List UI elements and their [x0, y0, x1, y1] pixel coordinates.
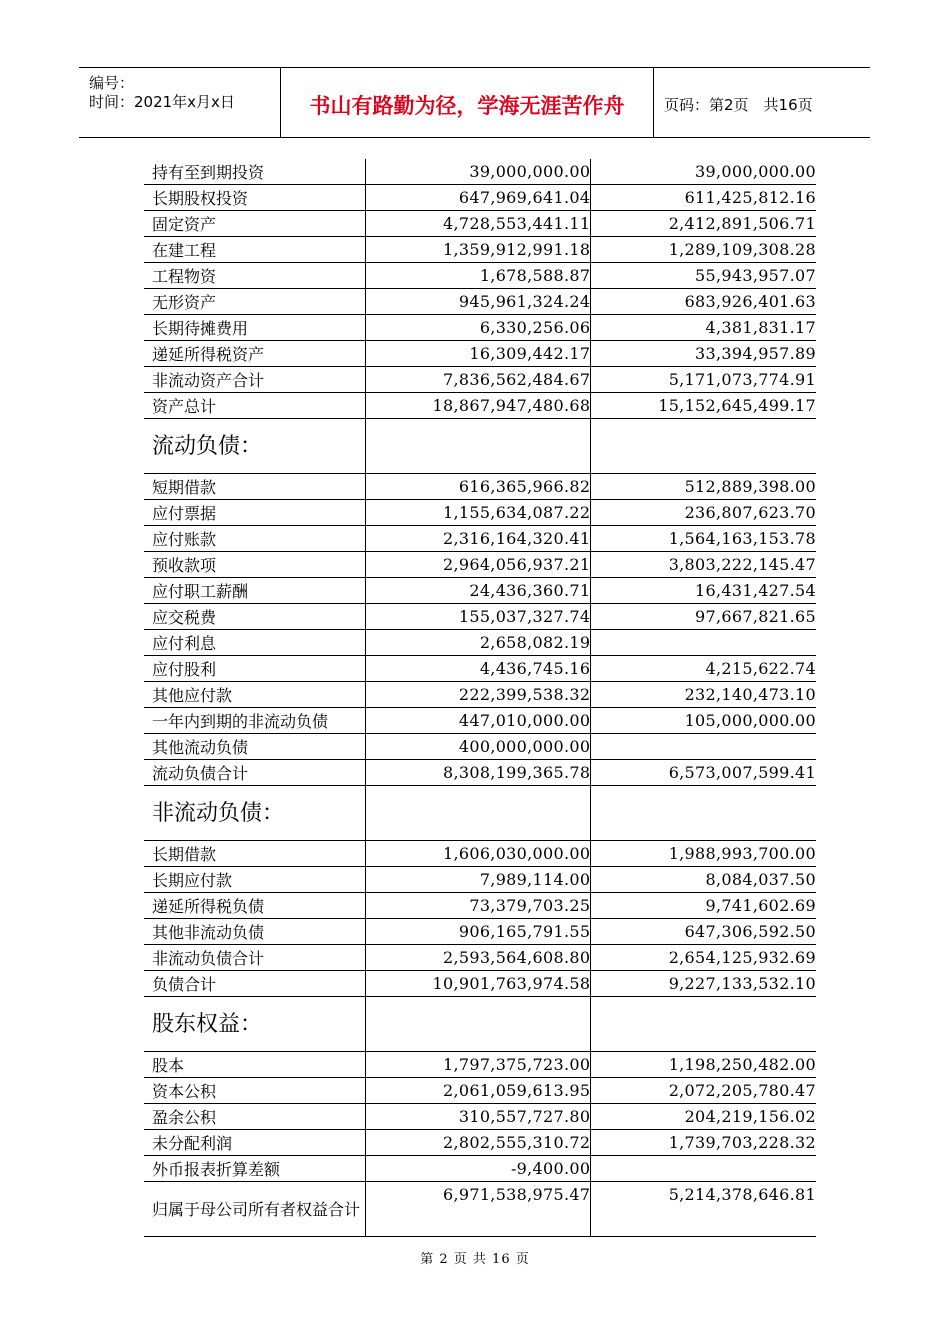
prior-period-value: 2,412,891,506.71	[591, 211, 816, 237]
balance-sheet-body	[144, 159, 816, 1237]
prior-period-value	[591, 1156, 816, 1182]
row-label: 递延所得税负债	[144, 893, 365, 919]
row-label: 长期待摊费用	[144, 315, 365, 341]
table-row	[144, 552, 816, 578]
current-period-value: 24,436,360.71	[365, 578, 591, 604]
current-period-value: 1,678,588.87	[365, 263, 591, 289]
row-label: 股东权益：	[144, 997, 365, 1052]
current-period-value: 400,000,000.00	[365, 734, 591, 760]
current-period-value	[365, 419, 591, 474]
row-label: 工程物资	[144, 263, 365, 289]
prior-period-value: 1,198,250,482.00	[591, 1052, 816, 1078]
prior-period-value: 1,739,703,228.32	[591, 1130, 816, 1156]
section-heading-row	[144, 997, 816, 1052]
current-period-value: 7,989,114.00	[365, 867, 591, 893]
table-row	[144, 315, 816, 341]
table-row	[144, 604, 816, 630]
current-period-value: 4,436,745.16	[365, 656, 591, 682]
row-label: 应付利息	[144, 630, 365, 656]
prior-period-value: 1,289,109,308.28	[591, 237, 816, 263]
row-label: 持有至到期投资	[144, 159, 365, 185]
prior-period-value: 5,214,378,646.81	[591, 1182, 816, 1237]
current-period-value: 73,379,703.25	[365, 893, 591, 919]
row-label: 资产总计	[144, 393, 365, 419]
current-period-value: 647,969,641.04	[365, 185, 591, 211]
section-heading-row	[144, 786, 816, 841]
current-period-value: 945,961,324.24	[365, 289, 591, 315]
current-period-value: 447,010,000.00	[365, 708, 591, 734]
table-row	[144, 971, 816, 997]
time-label: 时间：2021年x月x日	[89, 93, 235, 111]
row-label: 流动负债：	[144, 419, 365, 474]
current-period-value: 2,316,164,320.41	[365, 526, 591, 552]
row-label: 应付职工薪酬	[144, 578, 365, 604]
prior-period-value: 3,803,222,145.47	[591, 552, 816, 578]
row-label: 应付账款	[144, 526, 365, 552]
table-row	[144, 341, 816, 367]
table-row	[144, 682, 816, 708]
page-footer: 第 2 页 共 16 页	[420, 1252, 530, 1267]
current-period-value: 155,037,327.74	[365, 604, 591, 630]
table-row	[144, 159, 816, 185]
page-number-label: 页码：第2页 共16页	[664, 96, 813, 114]
current-period-value: 8,308,199,365.78	[365, 760, 591, 786]
header-motto-cell	[281, 68, 654, 137]
row-label: 非流动资产合计	[144, 367, 365, 393]
row-label: 其他非流动负债	[144, 919, 365, 945]
row-label: 无形资产	[144, 289, 365, 315]
prior-period-value: 611,425,812.16	[591, 185, 816, 211]
prior-period-value: 16,431,427.54	[591, 578, 816, 604]
prior-period-value: 512,889,398.00	[591, 474, 816, 500]
prior-period-value	[591, 734, 816, 760]
header-meta	[79, 68, 281, 137]
table-row	[144, 1156, 816, 1182]
row-label: 长期应付款	[144, 867, 365, 893]
prior-period-value: 8,084,037.50	[591, 867, 816, 893]
row-label: 递延所得税资产	[144, 341, 365, 367]
current-period-value	[365, 786, 591, 841]
prior-period-value: 5,171,073,774.91	[591, 367, 816, 393]
table-row	[144, 945, 816, 971]
current-period-value: 18,867,947,480.68	[365, 393, 591, 419]
table-row	[144, 500, 816, 526]
table-row	[144, 919, 816, 945]
table-row	[144, 1182, 816, 1237]
table-row	[144, 630, 816, 656]
current-period-value: 616,365,966.82	[365, 474, 591, 500]
prior-period-value: 15,152,645,499.17	[591, 393, 816, 419]
prior-period-value	[591, 786, 816, 841]
table-row	[144, 237, 816, 263]
current-period-value: 310,557,727.80	[365, 1104, 591, 1130]
current-period-value: 2,593,564,608.80	[365, 945, 591, 971]
prior-period-value: 97,667,821.65	[591, 604, 816, 630]
current-period-value: 2,061,059,613.95	[365, 1078, 591, 1104]
row-label: 短期借款	[144, 474, 365, 500]
row-label: 应付票据	[144, 500, 365, 526]
prior-period-value: 236,807,623.70	[591, 500, 816, 526]
current-period-value	[365, 997, 591, 1052]
prior-period-value: 55,943,957.07	[591, 263, 816, 289]
current-period-value: 7,836,562,484.67	[365, 367, 591, 393]
row-label: 其他应付款	[144, 682, 365, 708]
prior-period-value: 4,381,831.17	[591, 315, 816, 341]
row-label: 外币报表折算差额	[144, 1156, 365, 1182]
table-row	[144, 1104, 816, 1130]
table-row	[144, 656, 816, 682]
current-period-value: 10,901,763,974.58	[365, 971, 591, 997]
prior-period-value: 204,219,156.02	[591, 1104, 816, 1130]
current-period-value: 222,399,538.32	[365, 682, 591, 708]
prior-period-value: 105,000,000.00	[591, 708, 816, 734]
row-label: 应交税费	[144, 604, 365, 630]
table-row	[144, 708, 816, 734]
row-label: 应付股利	[144, 656, 365, 682]
prior-period-value: 4,215,622.74	[591, 656, 816, 682]
row-label: 股本	[144, 1052, 365, 1078]
motto-text: 书山有路勤为径，学海无涯苦作舟	[309, 94, 625, 118]
current-period-value: 4,728,553,441.11	[365, 211, 591, 237]
current-period-value: 6,330,256.06	[365, 315, 591, 341]
row-label: 长期借款	[144, 841, 365, 867]
row-label: 预收款项	[144, 552, 365, 578]
current-period-value: 1,606,030,000.00	[365, 841, 591, 867]
table-row	[144, 393, 816, 419]
table-row	[144, 367, 816, 393]
section-heading-row	[144, 419, 816, 474]
row-label: 固定资产	[144, 211, 365, 237]
row-label: 其他流动负债	[144, 734, 365, 760]
number-label: 编号：	[89, 74, 135, 92]
row-label: 负债合计	[144, 971, 365, 997]
balance-sheet-table	[144, 159, 816, 1237]
current-period-value: 1,155,634,087.22	[365, 500, 591, 526]
row-label: 一年内到期的非流动负债	[144, 708, 365, 734]
current-period-value: 906,165,791.55	[365, 919, 591, 945]
prior-period-value	[591, 419, 816, 474]
row-label: 非流动负债合计	[144, 945, 365, 971]
table-row	[144, 760, 816, 786]
row-label: 未分配利润	[144, 1130, 365, 1156]
current-period-value: 16,309,442.17	[365, 341, 591, 367]
table-row	[144, 211, 816, 237]
row-label: 长期股权投资	[144, 185, 365, 211]
prior-period-value: 2,654,125,932.69	[591, 945, 816, 971]
prior-period-value: 232,140,473.10	[591, 682, 816, 708]
prior-period-value: 683,926,401.63	[591, 289, 816, 315]
row-label: 非流动负债：	[144, 786, 365, 841]
table-row	[144, 474, 816, 500]
row-label: 流动负债合计	[144, 760, 365, 786]
table-row	[144, 841, 816, 867]
table-row	[144, 185, 816, 211]
current-period-value: 1,797,375,723.00	[365, 1052, 591, 1078]
table-row	[144, 867, 816, 893]
table-row	[144, 289, 816, 315]
current-period-value: -9,400.00	[365, 1156, 591, 1182]
prior-period-value	[591, 630, 816, 656]
table-row	[144, 263, 816, 289]
table-row	[144, 1130, 816, 1156]
prior-period-value: 33,394,957.89	[591, 341, 816, 367]
table-row	[144, 578, 816, 604]
prior-period-value: 1,564,163,153.78	[591, 526, 816, 552]
prior-period-value: 6,573,007,599.41	[591, 760, 816, 786]
row-label: 资本公积	[144, 1078, 365, 1104]
prior-period-value: 1,988,993,700.00	[591, 841, 816, 867]
row-label: 归属于母公司所有者权益合计	[144, 1182, 365, 1237]
prior-period-value	[591, 997, 816, 1052]
table-row	[144, 526, 816, 552]
prior-period-value: 9,741,602.69	[591, 893, 816, 919]
current-period-value: 2,964,056,937.21	[365, 552, 591, 578]
prior-period-value: 39,000,000.00	[591, 159, 816, 185]
current-period-value: 2,802,555,310.72	[365, 1130, 591, 1156]
row-label: 盈余公积	[144, 1104, 365, 1130]
current-period-value: 6,971,538,975.47	[365, 1182, 591, 1237]
current-period-value: 2,658,082.19	[365, 630, 591, 656]
table-row	[144, 734, 816, 760]
current-period-value: 39,000,000.00	[365, 159, 591, 185]
prior-period-value: 2,072,205,780.47	[591, 1078, 816, 1104]
prior-period-value: 647,306,592.50	[591, 919, 816, 945]
table-row	[144, 1052, 816, 1078]
table-row	[144, 1078, 816, 1104]
prior-period-value: 9,227,133,532.10	[591, 971, 816, 997]
table-row	[144, 893, 816, 919]
page-header	[79, 67, 870, 138]
row-label: 在建工程	[144, 237, 365, 263]
current-period-value: 1,359,912,991.18	[365, 237, 591, 263]
